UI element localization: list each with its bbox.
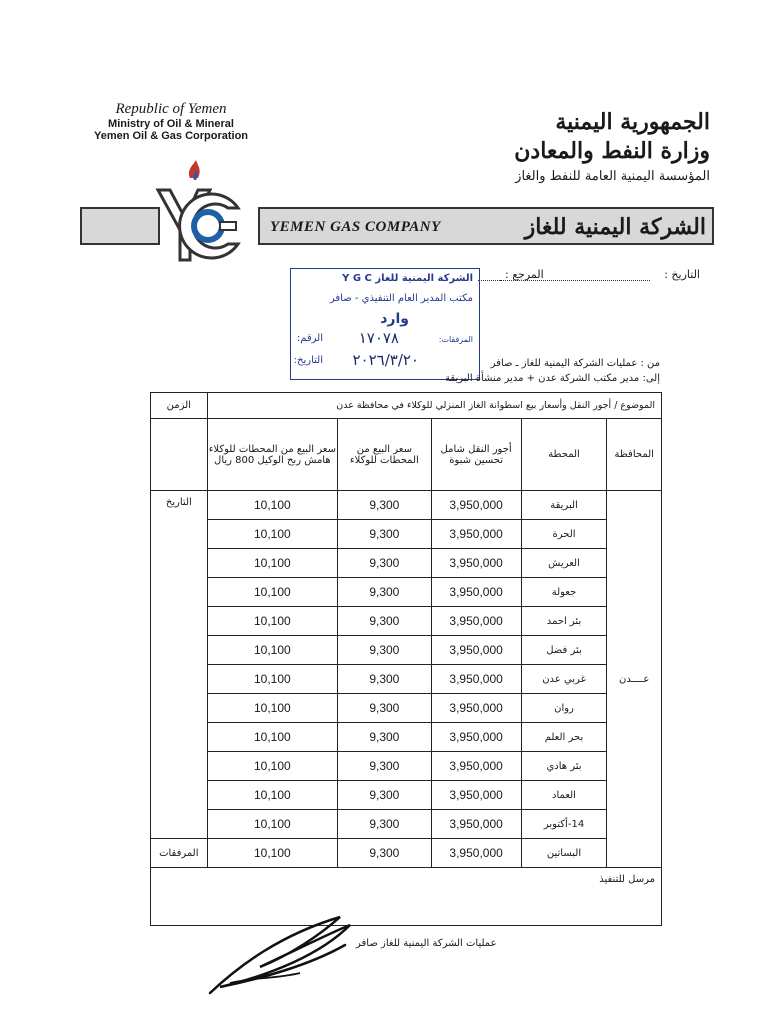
station-cell: البريقة [521, 491, 607, 520]
price-margin-cell: 10,100 [207, 578, 338, 607]
company-name-ar: الشركة اليمنية للغاز [524, 214, 706, 240]
table-row [151, 520, 662, 549]
price-agents-cell: 9,300 [338, 839, 432, 868]
date-label: التاريخ : [664, 268, 700, 281]
price-margin-cell: 10,100 [207, 723, 338, 752]
stamp-date-value: ٢٠٢٦/٣/٢٠ [352, 351, 419, 369]
sent-for-execution: مرسل للتنفيذ [151, 868, 662, 926]
arabic-letterhead [514, 108, 710, 188]
ministry-title-en: Ministry of Oil & Mineral [108, 118, 234, 130]
republic-title-ar: الجمهورية اليمنية [555, 109, 710, 135]
table-row [151, 810, 662, 839]
stamp-attachments-label: المرفقات: [438, 335, 473, 344]
table-row [151, 752, 662, 781]
memo-from: من : عمليات الشركة اليمنية للغاز ـ صافر [490, 358, 660, 369]
price-margin-cell: 10,100 [207, 520, 338, 549]
table-row [151, 723, 662, 752]
station-cell: جعولة [521, 578, 607, 607]
company-logo [150, 160, 250, 270]
price-margin-cell: 10,100 [207, 781, 338, 810]
stamp-office: مكتب المدير العام التنفيذي - صافر [329, 293, 473, 304]
transport-cell: 3,950,000 [431, 491, 521, 520]
ref-dotted-line [478, 280, 500, 281]
table-row [151, 665, 662, 694]
price-margin-cell: 10,100 [207, 549, 338, 578]
price-margin-cell: 10,100 [207, 694, 338, 723]
table-row [151, 491, 662, 520]
signature-scribble [200, 905, 360, 1000]
subject-cell: الموضوع / أجور النقل وأسعار بيع اسطوانة الغاز المنزلي للوكلاء في محافظة عدن [207, 393, 661, 419]
table-row [151, 578, 662, 607]
attachments-side-cell: المرفقات [151, 839, 208, 868]
side-blank [151, 419, 208, 491]
corporation-title-en: Yemen Oil & Gas Corporation [93, 130, 249, 142]
station-cell: العماد [521, 781, 607, 810]
table-row [151, 549, 662, 578]
ministry-title-ar: وزارة النفط والمعادن [514, 138, 710, 164]
price-agents-cell: 9,300 [338, 752, 432, 781]
price-agents-cell: 9,300 [338, 607, 432, 636]
table-row [151, 636, 662, 665]
stamp-number-label: الرقم: [296, 333, 323, 344]
price-margin-cell: 10,100 [207, 491, 338, 520]
price-margin-cell: 10,100 [207, 607, 338, 636]
price-margin-header: سعر البيع من المحطات للوكلاء هامش ربح الوكيل 800 ريال [207, 419, 338, 491]
table-row [151, 694, 662, 723]
time-header: الزمن [151, 393, 208, 419]
price-agents-cell: 9,300 [338, 810, 432, 839]
transport-cell: 3,950,000 [431, 723, 521, 752]
transport-cell: 3,950,000 [431, 665, 521, 694]
station-header: المحطة [521, 419, 607, 491]
signature-text: عمليات الشركة اليمنية للغاز صافر [356, 938, 497, 949]
table-row [151, 781, 662, 810]
price-agents-cell: 9,300 [338, 694, 432, 723]
transport-cell: 3,950,000 [431, 752, 521, 781]
transport-cell: 3,950,000 [431, 839, 521, 868]
transport-cell: 3,950,000 [431, 781, 521, 810]
corporation-title-ar: المؤسسة اليمنية العامة للنفط والغاز [515, 169, 710, 184]
price-margin-cell: 10,100 [207, 810, 338, 839]
price-agents-cell: 9,300 [338, 723, 432, 752]
price-agents-header: سعر البيع من المحطات للوكلاء [338, 419, 432, 491]
table-row [151, 839, 662, 868]
transport-cell: 3,950,000 [431, 810, 521, 839]
station-cell: غربي عدن [521, 665, 607, 694]
price-agents-cell: 9,300 [338, 665, 432, 694]
banner-bar-left [80, 207, 160, 245]
station-cell: البساتين [521, 839, 607, 868]
english-letterhead [86, 100, 256, 142]
station-cell: بحر العلم [521, 723, 607, 752]
transport-cell: 3,950,000 [431, 636, 521, 665]
price-agents-cell: 9,300 [338, 491, 432, 520]
price-agents-cell: 9,300 [338, 578, 432, 607]
memo-to: إلى: مدير مكتب الشركة عدن + مدير منشأة البريقة [445, 373, 660, 384]
price-agents-cell: 9,300 [338, 549, 432, 578]
price-margin-cell: 10,100 [207, 752, 338, 781]
station-cell: بئر احمد [521, 607, 607, 636]
prices-table [150, 392, 662, 926]
transport-header: أجور النقل شامل تحسين شبوة [431, 419, 521, 491]
station-cell: بئر هادي [521, 752, 607, 781]
stamp-date-label: التاريخ: [293, 355, 323, 366]
price-margin-cell: 10,100 [207, 839, 338, 868]
station-cell: روان [521, 694, 607, 723]
stamp-incoming: وارد [380, 311, 409, 327]
date-side-cell: التاريخ [151, 491, 208, 839]
price-margin-cell: 10,100 [207, 636, 338, 665]
table-row [151, 607, 662, 636]
price-agents-cell: 9,300 [338, 781, 432, 810]
stamp-number-value: ١٧٠٧٨ [358, 329, 399, 347]
company-name-en: YEMEN GAS COMPANY [270, 219, 441, 235]
price-margin-cell: 10,100 [207, 665, 338, 694]
transport-cell: 3,950,000 [431, 607, 521, 636]
station-cell: 14-أكتوبر [521, 810, 607, 839]
station-cell: بئر فضل [521, 636, 607, 665]
price-agents-cell: 9,300 [338, 520, 432, 549]
transport-cell: 3,950,000 [431, 549, 521, 578]
price-agents-cell: 9,300 [338, 636, 432, 665]
transport-cell: 3,950,000 [431, 578, 521, 607]
stamp-company: الشركة اليمنية للغاز Y G C [342, 273, 473, 284]
station-cell: العريش [521, 549, 607, 578]
ref-label: المرجع : [505, 268, 544, 281]
station-cell: الحرة [521, 520, 607, 549]
transport-cell: 3,950,000 [431, 694, 521, 723]
province-cell: عــــدن [607, 491, 662, 868]
memo-header [445, 356, 660, 386]
province-header: المحافظة [607, 419, 662, 491]
transport-cell: 3,950,000 [431, 520, 521, 549]
republic-title-en: Republic of Yemen [115, 101, 227, 117]
